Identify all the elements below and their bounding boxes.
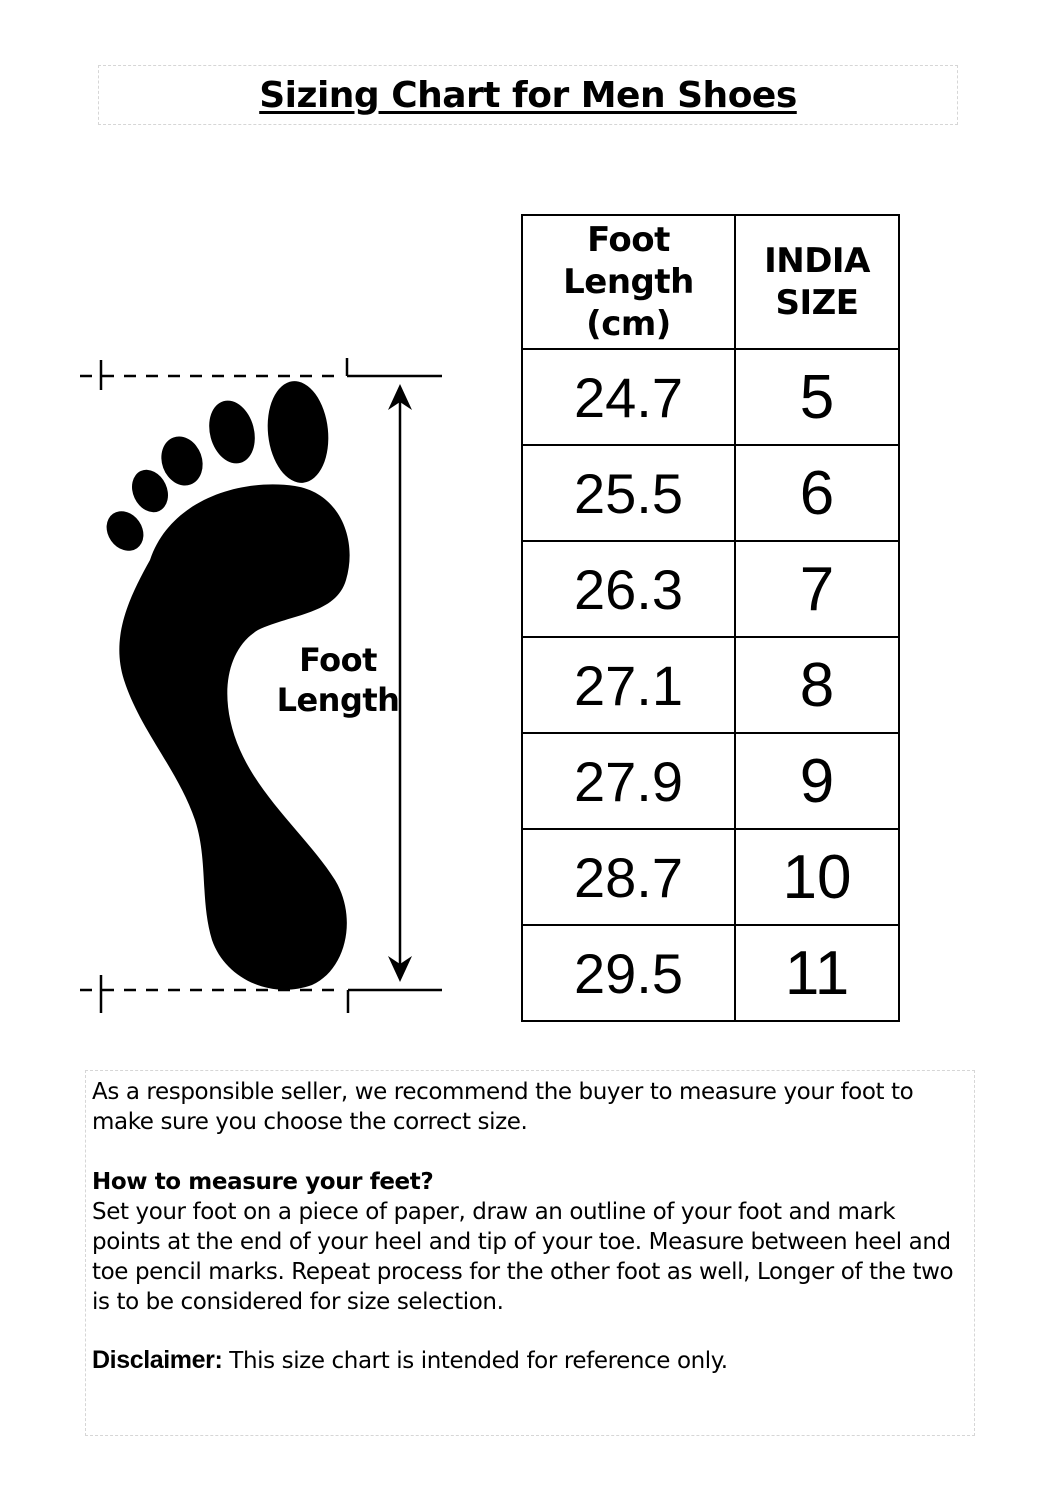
table-row: [522, 445, 899, 541]
india-size-cell: 7: [735, 541, 899, 637]
foot-length-cell: 28.7: [522, 829, 735, 925]
how-to-body: Set your foot on a piece of paper, draw an outline of your foot and mark points at the end of your heel and tip of your toe. Measure between heel and toe pencil marks. Repeat process for the other foot as well, Longer of the two is to be considered for size selection.: [92, 1199, 954, 1315]
header-foot-length-line2: Length: [563, 262, 694, 302]
table-row: [522, 349, 899, 445]
toe-5-icon: [99, 504, 151, 558]
header-foot-length: [522, 215, 735, 349]
foot-length-cell: 24.7: [522, 349, 735, 445]
foot-length-label-line1: Foot: [299, 641, 377, 679]
title-box: [98, 65, 958, 125]
table-row: [522, 925, 899, 1021]
big-toe-icon: [263, 378, 333, 486]
header-india-size-line2: SIZE: [775, 283, 859, 323]
india-size-cell: 10: [735, 829, 899, 925]
foot-length-cell: 25.5: [522, 445, 735, 541]
info-box: [85, 1070, 975, 1436]
foot-length-cell: 26.3: [522, 541, 735, 637]
india-size-cell: 5: [735, 349, 899, 445]
header-foot-length-line3: (cm): [586, 304, 671, 344]
disclaimer-label: Disclaimer:: [92, 1346, 223, 1374]
page-title: Sizing Chart for Men Shoes: [259, 74, 797, 116]
table-header-row: [522, 215, 899, 349]
disclaimer-text: This size chart is intended for reference only.: [222, 1348, 728, 1374]
india-size-cell: 11: [735, 925, 899, 1021]
foot-length-label-line2: Length: [276, 681, 400, 719]
how-to-heading: How to measure your feet?: [92, 1169, 434, 1195]
foot-length-cell: 27.9: [522, 733, 735, 829]
toe-2-icon: [202, 395, 261, 468]
india-size-cell: 9: [735, 733, 899, 829]
foot-length-label: [268, 640, 408, 720]
table-row: [522, 541, 899, 637]
table-row: [522, 733, 899, 829]
table-row: [522, 637, 899, 733]
disclaimer: [92, 1345, 966, 1376]
size-table: [521, 214, 900, 1022]
header-india-size-line1: INDIA: [764, 241, 870, 281]
india-size-cell: 6: [735, 445, 899, 541]
india-size-cell: 8: [735, 637, 899, 733]
table-row: [522, 829, 899, 925]
intro-text: As a responsible seller, we recommend the buyer to measure your foot to make sure you choose the correct size.: [92, 1079, 914, 1135]
foot-length-cell: 27.1: [522, 637, 735, 733]
header-foot-length-line1: Foot: [587, 220, 670, 260]
header-india-size: [735, 215, 899, 349]
foot-length-cell: 29.5: [522, 925, 735, 1021]
foot-sole-icon: [119, 484, 349, 989]
